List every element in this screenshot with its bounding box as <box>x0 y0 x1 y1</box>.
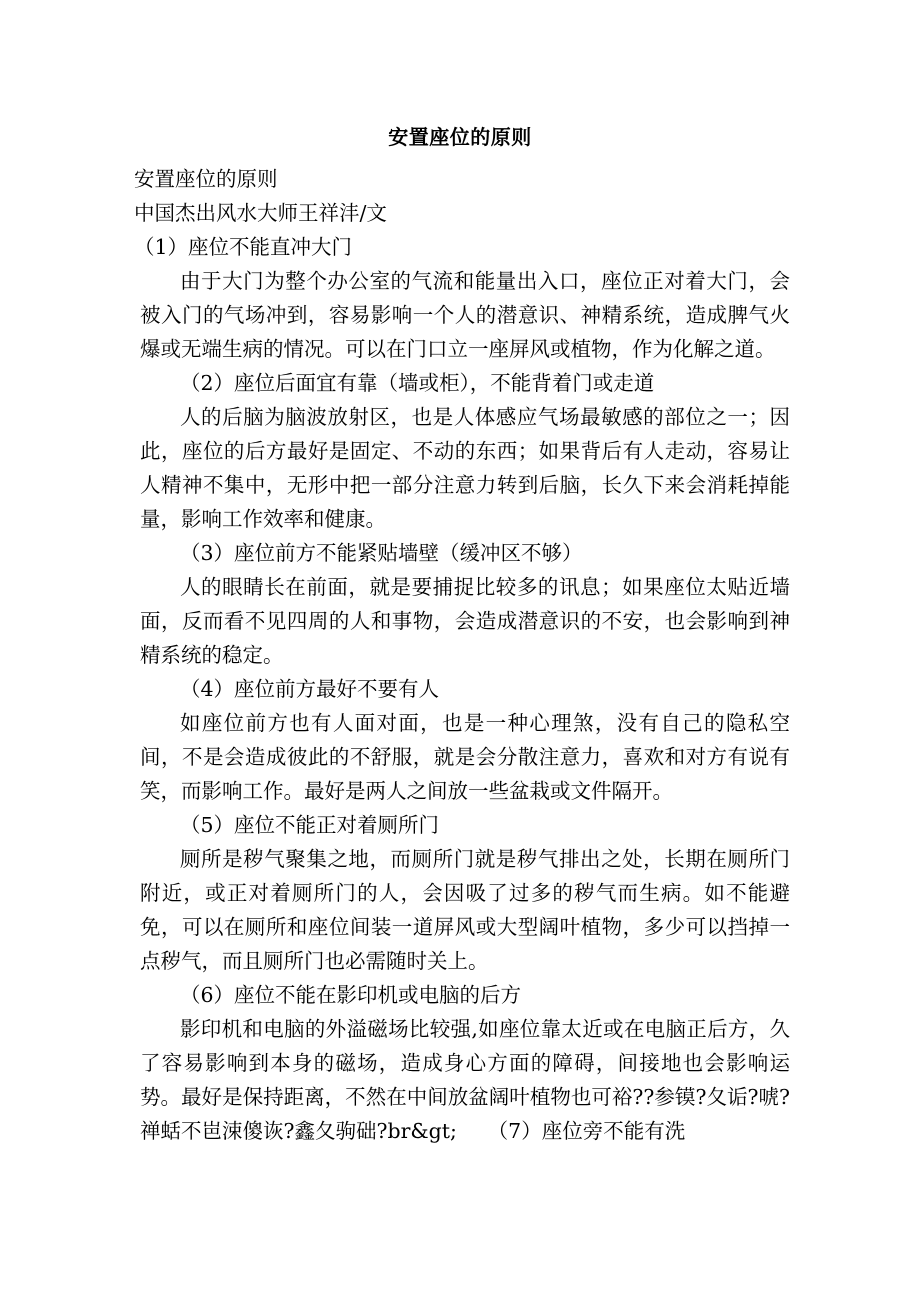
section-heading: （2）座位后面宜有靠（墙或柜），不能背着门或走道 <box>180 371 655 395</box>
section-paragraph: 人的后脑为脑波放射区，也是人体感应气场最敏感的部位之一；因此，座位的后方最好是固定、不动的东西；如果背后有人走动，容易让人精神不集中，无形中把一部分注意力转到后脑，长久下来会消耗掉能量，影响工作效率和健康。 <box>140 405 790 531</box>
section-paragraph: 人的眼睛长在前面，就是要捕捉比较多的讯息；如果座位太贴近墙面，反而看不见四周的人和事物，会造成潜意识的不安，也会影响到神精系统的稳定。 <box>140 575 790 667</box>
section-paragraph: 由于大门为整个办公室的气流和能量出入口，座位正对着大门，会被入门的气场冲到，容易影响一个人的潜意识、神精系统，造成脾气火爆或无端生病的情况。可以在门口立一座屏风或植物，作为化解之道。 <box>140 269 790 361</box>
section-heading: （4）座位前方最好不要有人 <box>180 677 440 701</box>
document-body <box>134 162 790 1148</box>
document-author: 中国杰出风水大师王祥沣/文 <box>134 201 387 225</box>
section-paragraph: 厕所是秽气聚集之地，而厕所门就是秽气排出之处，长期在厕所门附近，或正对着厕所门的人，会因吸了过多的秽气而生病。如不能避免，可以在厕所和座位间装一道屏风或大型阔叶植物，多少可以挡掉一点秽气，而且厕所门也必需随时关上。 <box>140 847 790 973</box>
document-title: 安置座位的原则 <box>388 125 532 149</box>
section-paragraph: 如座位前方也有人面对面，也是一种心理煞，没有自己的隐私空间，不是会造成彼此的不舒服，就是会分散注意力，喜欢和对方有说有笑，而影响工作。最好是两人之间放一些盆栽或文件隔开。 <box>140 711 790 803</box>
section-heading: （5）座位不能正对着厕所门 <box>180 813 440 837</box>
document-subtitle: 安置座位的原则 <box>134 167 278 191</box>
section-heading: （3）座位前方不能紧贴墙壁（缓冲区不够） <box>180 541 583 565</box>
section-heading: （1）座位不能直冲大门 <box>134 235 353 259</box>
section-heading: （6）座位不能在影印机或电脑的后方 <box>180 983 522 1007</box>
section-paragraph: 影印机和电脑的外溢磁场比较强,如座位靠太近或在电脑正后方，久了容易影响到本身的磁场，造成身心方面的障碍，间接地也会影响运势。最好是保持距离，不然在中间放盆阔叶植物也可裕??参镆?夂诟?唬?禅蛞不岜涑傻诙?鑫夂驹础?br&gt; （7）座位旁不能有洗 <box>140 1017 790 1143</box>
